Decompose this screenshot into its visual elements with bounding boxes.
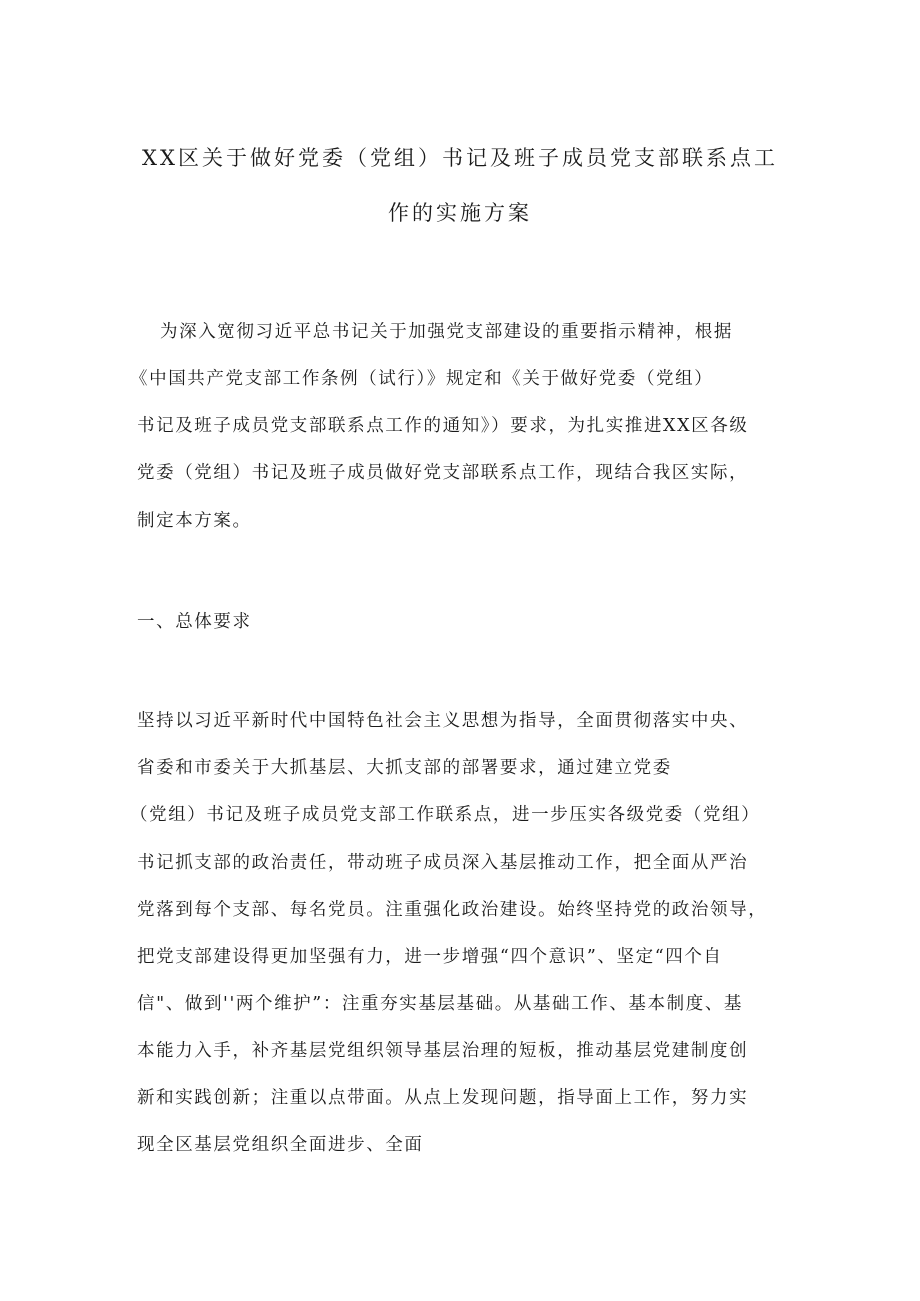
intro-line-3: 书记及班子成员党支部联系点工作的通知》）要求，为扎实推进XX区各级: [137, 416, 749, 436]
intro-line-1: 为深入宽彻习近平总书记关于加强党支部建设的重要指示精神，根据: [160, 322, 733, 342]
intro-line-5: 制定本方案。: [137, 511, 252, 531]
section1-line-3: （党组）书记及班子成员党支部工作联系点，进一步压实各级党委（党组）: [130, 805, 761, 825]
section-heading-1: 一、总体要求: [137, 612, 252, 632]
section1-line-10: 现全区基层党组织全面进步、全面: [137, 1135, 424, 1155]
document-title-line-2: 作的实施方案: [388, 201, 532, 225]
section1-line-8: 本能力入手，补齐基层党组织领导基层治理的短板，推动基层党建制度创: [137, 1041, 749, 1061]
intro-line-4: 党委（党组）书记及班子成员做好党支部联系点工作，现结合我区实际，: [137, 463, 749, 483]
section1-line-7: 信"、做到''两个维护”：注重夯实基层基础。从基础工作、基本制度、基: [137, 994, 744, 1014]
section1-line-1: 坚持以习近平新时代中国特色社会主义思想为指导，全面贯彻落实中央、: [137, 711, 749, 731]
section1-line-4: 书记抓支部的政治责任，带动班子成员深入基层推动工作，把全面从严治: [137, 853, 749, 873]
document-title-line-1: XX区关于做好党委（党组）书记及班子成员党支部联系点工: [142, 146, 778, 170]
section1-line-2: 省委和市委关于大抓基层、大抓支部的部署要求，通过建立党委: [137, 758, 672, 778]
section1-line-5: 党落到每个支部、每名党员。注重强化政治建设。始终坚持党的政治领导，: [137, 900, 768, 920]
section1-line-6: 把党支部建设得更加坚强有力，进一步增强“四个意识”、坚定“四个自: [137, 947, 723, 967]
section1-line-9: 新和实践创新；注重以点带面。从点上发现问题，指导面上工作，努力实: [137, 1088, 749, 1108]
intro-line-2: 《中国共产党支部工作条例（试行）》规定和《关于做好党委（党组）: [130, 369, 714, 389]
